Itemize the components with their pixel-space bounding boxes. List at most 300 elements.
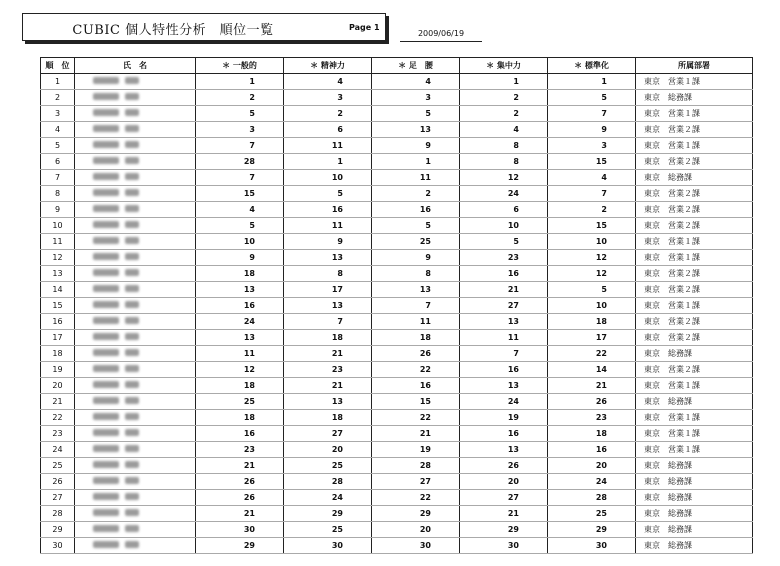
- general-score-cell: 18: [196, 410, 284, 426]
- department-cell: 東京 総務課: [636, 506, 753, 522]
- table-row: [41, 458, 753, 474]
- standardized-score-cell: 20: [548, 458, 636, 474]
- general-score-cell: 29: [196, 538, 284, 554]
- rank-cell: 14: [41, 282, 75, 298]
- general-score-cell: 5: [196, 106, 284, 122]
- column-header-mental: ＊ 精神力: [284, 58, 372, 74]
- general-score-cell: 4: [196, 202, 284, 218]
- standardized-score-cell: 24: [548, 474, 636, 490]
- general-score-cell: 21: [196, 506, 284, 522]
- mental-score-cell: 29: [284, 506, 372, 522]
- general-score-cell: 18: [196, 266, 284, 282]
- rank-cell: 21: [41, 394, 75, 410]
- mental-score-cell: 7: [284, 314, 372, 330]
- legs-score-cell: 21: [372, 426, 460, 442]
- department-cell: 東京 営業１課: [636, 106, 753, 122]
- redacted-name: [93, 221, 145, 230]
- general-score-cell: 11: [196, 346, 284, 362]
- standardized-score-cell: 2: [548, 202, 636, 218]
- general-score-cell: 23: [196, 442, 284, 458]
- rank-cell: 27: [41, 490, 75, 506]
- rank-cell: 22: [41, 410, 75, 426]
- mental-score-cell: 2: [284, 106, 372, 122]
- mental-score-cell: 6: [284, 122, 372, 138]
- redacted-name: [93, 445, 145, 454]
- column-header-rank: 順 位: [41, 58, 75, 74]
- focus-score-cell: 12: [460, 170, 548, 186]
- standardized-score-cell: 9: [548, 122, 636, 138]
- legs-score-cell: 22: [372, 410, 460, 426]
- column-header-standardized: ＊ 標準化: [548, 58, 636, 74]
- table-row: [41, 426, 753, 442]
- redacted-name: [93, 461, 145, 470]
- mental-score-cell: 21: [284, 346, 372, 362]
- table-row: [41, 186, 753, 202]
- standardized-score-cell: 14: [548, 362, 636, 378]
- table-row: [41, 282, 753, 298]
- focus-score-cell: 5: [460, 234, 548, 250]
- general-score-cell: 24: [196, 314, 284, 330]
- name-cell: [75, 154, 196, 170]
- name-cell: [75, 74, 196, 90]
- name-cell: [75, 410, 196, 426]
- focus-score-cell: 7: [460, 346, 548, 362]
- legs-score-cell: 1: [372, 154, 460, 170]
- focus-score-cell: 8: [460, 154, 548, 170]
- rank-cell: 2: [41, 90, 75, 106]
- department-cell: 東京 営業２課: [636, 266, 753, 282]
- focus-score-cell: 6: [460, 202, 548, 218]
- table-row: [41, 250, 753, 266]
- table-row: [41, 314, 753, 330]
- rank-cell: 15: [41, 298, 75, 314]
- table-row: [41, 202, 753, 218]
- department-cell: 東京 総務課: [636, 458, 753, 474]
- table-row: [41, 90, 753, 106]
- department-cell: 東京 営業１課: [636, 138, 753, 154]
- mental-score-cell: 17: [284, 282, 372, 298]
- rank-cell: 3: [41, 106, 75, 122]
- table-row: [41, 266, 753, 282]
- legs-score-cell: 30: [372, 538, 460, 554]
- legs-score-cell: 22: [372, 362, 460, 378]
- general-score-cell: 13: [196, 330, 284, 346]
- table-row: [41, 490, 753, 506]
- standardized-score-cell: 1: [548, 74, 636, 90]
- name-cell: [75, 218, 196, 234]
- rank-cell: 5: [41, 138, 75, 154]
- redacted-name: [93, 317, 145, 326]
- department-cell: 東京 営業２課: [636, 122, 753, 138]
- redacted-name: [93, 125, 145, 134]
- rank-cell: 26: [41, 474, 75, 490]
- standardized-score-cell: 25: [548, 506, 636, 522]
- page-label: Page 1: [349, 23, 380, 32]
- rank-cell: 6: [41, 154, 75, 170]
- standardized-score-cell: 7: [548, 186, 636, 202]
- focus-score-cell: 16: [460, 362, 548, 378]
- department-cell: 東京 営業２課: [636, 330, 753, 346]
- table-row: [41, 234, 753, 250]
- table-row: [41, 122, 753, 138]
- legs-score-cell: 26: [372, 346, 460, 362]
- general-score-cell: 1: [196, 74, 284, 90]
- redacted-name: [93, 269, 145, 278]
- name-cell: [75, 282, 196, 298]
- column-header-department: 所属部署: [636, 58, 753, 74]
- general-score-cell: 2: [196, 90, 284, 106]
- redacted-name: [93, 285, 145, 294]
- rank-cell: 9: [41, 202, 75, 218]
- legs-score-cell: 11: [372, 314, 460, 330]
- focus-score-cell: 8: [460, 138, 548, 154]
- standardized-score-cell: 5: [548, 90, 636, 106]
- name-cell: [75, 186, 196, 202]
- mental-score-cell: 24: [284, 490, 372, 506]
- name-cell: [75, 506, 196, 522]
- general-score-cell: 12: [196, 362, 284, 378]
- table-row: [41, 218, 753, 234]
- name-cell: [75, 394, 196, 410]
- name-cell: [75, 378, 196, 394]
- name-cell: [75, 346, 196, 362]
- rank-cell: 28: [41, 506, 75, 522]
- general-score-cell: 9: [196, 250, 284, 266]
- name-cell: [75, 474, 196, 490]
- rank-cell: 24: [41, 442, 75, 458]
- rank-cell: 19: [41, 362, 75, 378]
- table-header-row: [41, 58, 753, 74]
- redacted-name: [93, 525, 145, 534]
- mental-score-cell: 5: [284, 186, 372, 202]
- focus-score-cell: 20: [460, 474, 548, 490]
- standardized-score-cell: 18: [548, 314, 636, 330]
- standardized-score-cell: 15: [548, 218, 636, 234]
- mental-score-cell: 13: [284, 394, 372, 410]
- department-cell: 東京 総務課: [636, 346, 753, 362]
- title-box: [22, 13, 386, 41]
- rank-cell: 12: [41, 250, 75, 266]
- rank-cell: 20: [41, 378, 75, 394]
- department-cell: 東京 営業１課: [636, 298, 753, 314]
- rank-cell: 4: [41, 122, 75, 138]
- department-cell: 東京 営業１課: [636, 426, 753, 442]
- legs-score-cell: 16: [372, 378, 460, 394]
- name-cell: [75, 298, 196, 314]
- redacted-name: [93, 541, 145, 550]
- redacted-name: [93, 77, 145, 86]
- mental-score-cell: 18: [284, 330, 372, 346]
- department-cell: 東京 総務課: [636, 522, 753, 538]
- redacted-name: [93, 205, 145, 214]
- standardized-score-cell: 28: [548, 490, 636, 506]
- table-row: [41, 506, 753, 522]
- focus-score-cell: 29: [460, 522, 548, 538]
- mental-score-cell: 11: [284, 138, 372, 154]
- department-cell: 東京 総務課: [636, 474, 753, 490]
- rank-cell: 11: [41, 234, 75, 250]
- department-cell: 東京 総務課: [636, 490, 753, 506]
- department-cell: 東京 営業２課: [636, 202, 753, 218]
- department-cell: 東京 営業２課: [636, 218, 753, 234]
- legs-score-cell: 27: [372, 474, 460, 490]
- mental-score-cell: 11: [284, 218, 372, 234]
- rank-cell: 29: [41, 522, 75, 538]
- mental-score-cell: 8: [284, 266, 372, 282]
- name-cell: [75, 330, 196, 346]
- legs-score-cell: 22: [372, 490, 460, 506]
- table-row: [41, 170, 753, 186]
- standardized-score-cell: 3: [548, 138, 636, 154]
- table-row: [41, 298, 753, 314]
- name-cell: [75, 442, 196, 458]
- table-row: [41, 154, 753, 170]
- name-cell: [75, 138, 196, 154]
- table-row: [41, 538, 753, 554]
- standardized-score-cell: 10: [548, 234, 636, 250]
- table-row: [41, 410, 753, 426]
- table-row: [41, 362, 753, 378]
- rank-cell: 13: [41, 266, 75, 282]
- name-cell: [75, 362, 196, 378]
- redacted-name: [93, 189, 145, 198]
- department-cell: 東京 営業１課: [636, 442, 753, 458]
- table-row: [41, 138, 753, 154]
- mental-score-cell: 20: [284, 442, 372, 458]
- focus-score-cell: 16: [460, 426, 548, 442]
- redacted-name: [93, 173, 145, 182]
- general-score-cell: 16: [196, 298, 284, 314]
- general-score-cell: 3: [196, 122, 284, 138]
- rank-cell: 23: [41, 426, 75, 442]
- focus-score-cell: 30: [460, 538, 548, 554]
- mental-score-cell: 9: [284, 234, 372, 250]
- mental-score-cell: 25: [284, 522, 372, 538]
- legs-score-cell: 4: [372, 74, 460, 90]
- mental-score-cell: 3: [284, 90, 372, 106]
- redacted-name: [93, 509, 145, 518]
- department-cell: 東京 営業１課: [636, 410, 753, 426]
- table-row: [41, 74, 753, 90]
- general-score-cell: 30: [196, 522, 284, 538]
- legs-score-cell: 15: [372, 394, 460, 410]
- legs-score-cell: 25: [372, 234, 460, 250]
- focus-score-cell: 24: [460, 186, 548, 202]
- name-cell: [75, 106, 196, 122]
- department-cell: 東京 総務課: [636, 394, 753, 410]
- focus-score-cell: 13: [460, 378, 548, 394]
- column-header-focus: ＊ 集中力: [460, 58, 548, 74]
- legs-score-cell: 13: [372, 122, 460, 138]
- redacted-name: [93, 413, 145, 422]
- general-score-cell: 28: [196, 154, 284, 170]
- legs-score-cell: 20: [372, 522, 460, 538]
- department-cell: 東京 営業１課: [636, 234, 753, 250]
- name-cell: [75, 250, 196, 266]
- focus-score-cell: 10: [460, 218, 548, 234]
- redacted-name: [93, 253, 145, 262]
- department-cell: 東京 営業１課: [636, 250, 753, 266]
- mental-score-cell: 1: [284, 154, 372, 170]
- redacted-name: [93, 109, 145, 118]
- legs-score-cell: 8: [372, 266, 460, 282]
- legs-score-cell: 29: [372, 506, 460, 522]
- redacted-name: [93, 141, 145, 150]
- mental-score-cell: 10: [284, 170, 372, 186]
- general-score-cell: 26: [196, 474, 284, 490]
- focus-score-cell: 4: [460, 122, 548, 138]
- standardized-score-cell: 18: [548, 426, 636, 442]
- name-cell: [75, 266, 196, 282]
- name-cell: [75, 90, 196, 106]
- focus-score-cell: 2: [460, 90, 548, 106]
- standardized-score-cell: 30: [548, 538, 636, 554]
- ranking-table: [40, 57, 753, 554]
- general-score-cell: 7: [196, 138, 284, 154]
- focus-score-cell: 11: [460, 330, 548, 346]
- table-row: [41, 106, 753, 122]
- report-title: CUBIC 個人特性分析 順位一覧: [72, 23, 274, 38]
- legs-score-cell: 7: [372, 298, 460, 314]
- legs-score-cell: 19: [372, 442, 460, 458]
- name-cell: [75, 202, 196, 218]
- standardized-score-cell: 12: [548, 250, 636, 266]
- name-cell: [75, 234, 196, 250]
- department-cell: 東京 営業２課: [636, 154, 753, 170]
- redacted-name: [93, 365, 145, 374]
- general-score-cell: 5: [196, 218, 284, 234]
- focus-score-cell: 23: [460, 250, 548, 266]
- rank-cell: 7: [41, 170, 75, 186]
- standardized-score-cell: 7: [548, 106, 636, 122]
- legs-score-cell: 9: [372, 250, 460, 266]
- standardized-score-cell: 16: [548, 442, 636, 458]
- column-header-legs: ＊ 足 腰: [372, 58, 460, 74]
- rank-cell: 18: [41, 346, 75, 362]
- general-score-cell: 13: [196, 282, 284, 298]
- redacted-name: [93, 381, 145, 390]
- mental-score-cell: 18: [284, 410, 372, 426]
- department-cell: 東京 営業１課: [636, 378, 753, 394]
- name-cell: [75, 426, 196, 442]
- redacted-name: [93, 333, 145, 342]
- department-cell: 東京 営業２課: [636, 362, 753, 378]
- rank-cell: 8: [41, 186, 75, 202]
- legs-score-cell: 5: [372, 218, 460, 234]
- name-cell: [75, 314, 196, 330]
- table-row: [41, 346, 753, 362]
- standardized-score-cell: 23: [548, 410, 636, 426]
- standardized-score-cell: 12: [548, 266, 636, 282]
- focus-score-cell: 13: [460, 442, 548, 458]
- name-cell: [75, 490, 196, 506]
- table-row: [41, 378, 753, 394]
- name-cell: [75, 538, 196, 554]
- general-score-cell: 7: [196, 170, 284, 186]
- general-score-cell: 15: [196, 186, 284, 202]
- name-cell: [75, 458, 196, 474]
- legs-score-cell: 5: [372, 106, 460, 122]
- rank-cell: 30: [41, 538, 75, 554]
- focus-score-cell: 13: [460, 314, 548, 330]
- focus-score-cell: 16: [460, 266, 548, 282]
- department-cell: 東京 総務課: [636, 538, 753, 554]
- mental-score-cell: 23: [284, 362, 372, 378]
- rank-cell: 10: [41, 218, 75, 234]
- standardized-score-cell: 22: [548, 346, 636, 362]
- department-cell: 東京 総務課: [636, 90, 753, 106]
- mental-score-cell: 16: [284, 202, 372, 218]
- standardized-score-cell: 21: [548, 378, 636, 394]
- general-score-cell: 21: [196, 458, 284, 474]
- department-cell: 東京 営業２課: [636, 314, 753, 330]
- rank-cell: 1: [41, 74, 75, 90]
- mental-score-cell: 27: [284, 426, 372, 442]
- legs-score-cell: 9: [372, 138, 460, 154]
- redacted-name: [93, 397, 145, 406]
- mental-score-cell: 13: [284, 298, 372, 314]
- redacted-name: [93, 93, 145, 102]
- legs-score-cell: 13: [372, 282, 460, 298]
- focus-score-cell: 26: [460, 458, 548, 474]
- redacted-name: [93, 237, 145, 246]
- department-cell: 東京 総務課: [636, 170, 753, 186]
- focus-score-cell: 27: [460, 298, 548, 314]
- focus-score-cell: 2: [460, 106, 548, 122]
- standardized-score-cell: 10: [548, 298, 636, 314]
- legs-score-cell: 3: [372, 90, 460, 106]
- mental-score-cell: 30: [284, 538, 372, 554]
- name-cell: [75, 170, 196, 186]
- focus-score-cell: 24: [460, 394, 548, 410]
- legs-score-cell: 2: [372, 186, 460, 202]
- redacted-name: [93, 301, 145, 310]
- redacted-name: [93, 429, 145, 438]
- standardized-score-cell: 17: [548, 330, 636, 346]
- report-date: 2009/06/19: [400, 29, 482, 42]
- legs-score-cell: 28: [372, 458, 460, 474]
- department-cell: 東京 営業１課: [636, 74, 753, 90]
- table-body: [41, 74, 753, 554]
- legs-score-cell: 16: [372, 202, 460, 218]
- focus-score-cell: 21: [460, 282, 548, 298]
- column-header-general: ＊ 一般的: [196, 58, 284, 74]
- mental-score-cell: 13: [284, 250, 372, 266]
- focus-score-cell: 1: [460, 74, 548, 90]
- standardized-score-cell: 4: [548, 170, 636, 186]
- general-score-cell: 26: [196, 490, 284, 506]
- focus-score-cell: 19: [460, 410, 548, 426]
- redacted-name: [93, 477, 145, 486]
- department-cell: 東京 営業２課: [636, 282, 753, 298]
- standardized-score-cell: 5: [548, 282, 636, 298]
- rank-cell: 16: [41, 314, 75, 330]
- mental-score-cell: 4: [284, 74, 372, 90]
- standardized-score-cell: 15: [548, 154, 636, 170]
- table-row: [41, 394, 753, 410]
- table-row: [41, 474, 753, 490]
- focus-score-cell: 27: [460, 490, 548, 506]
- column-header-name: 氏 名: [75, 58, 196, 74]
- redacted-name: [93, 157, 145, 166]
- legs-score-cell: 18: [372, 330, 460, 346]
- name-cell: [75, 122, 196, 138]
- department-cell: 東京 営業２課: [636, 186, 753, 202]
- table-row: [41, 442, 753, 458]
- mental-score-cell: 28: [284, 474, 372, 490]
- general-score-cell: 16: [196, 426, 284, 442]
- legs-score-cell: 11: [372, 170, 460, 186]
